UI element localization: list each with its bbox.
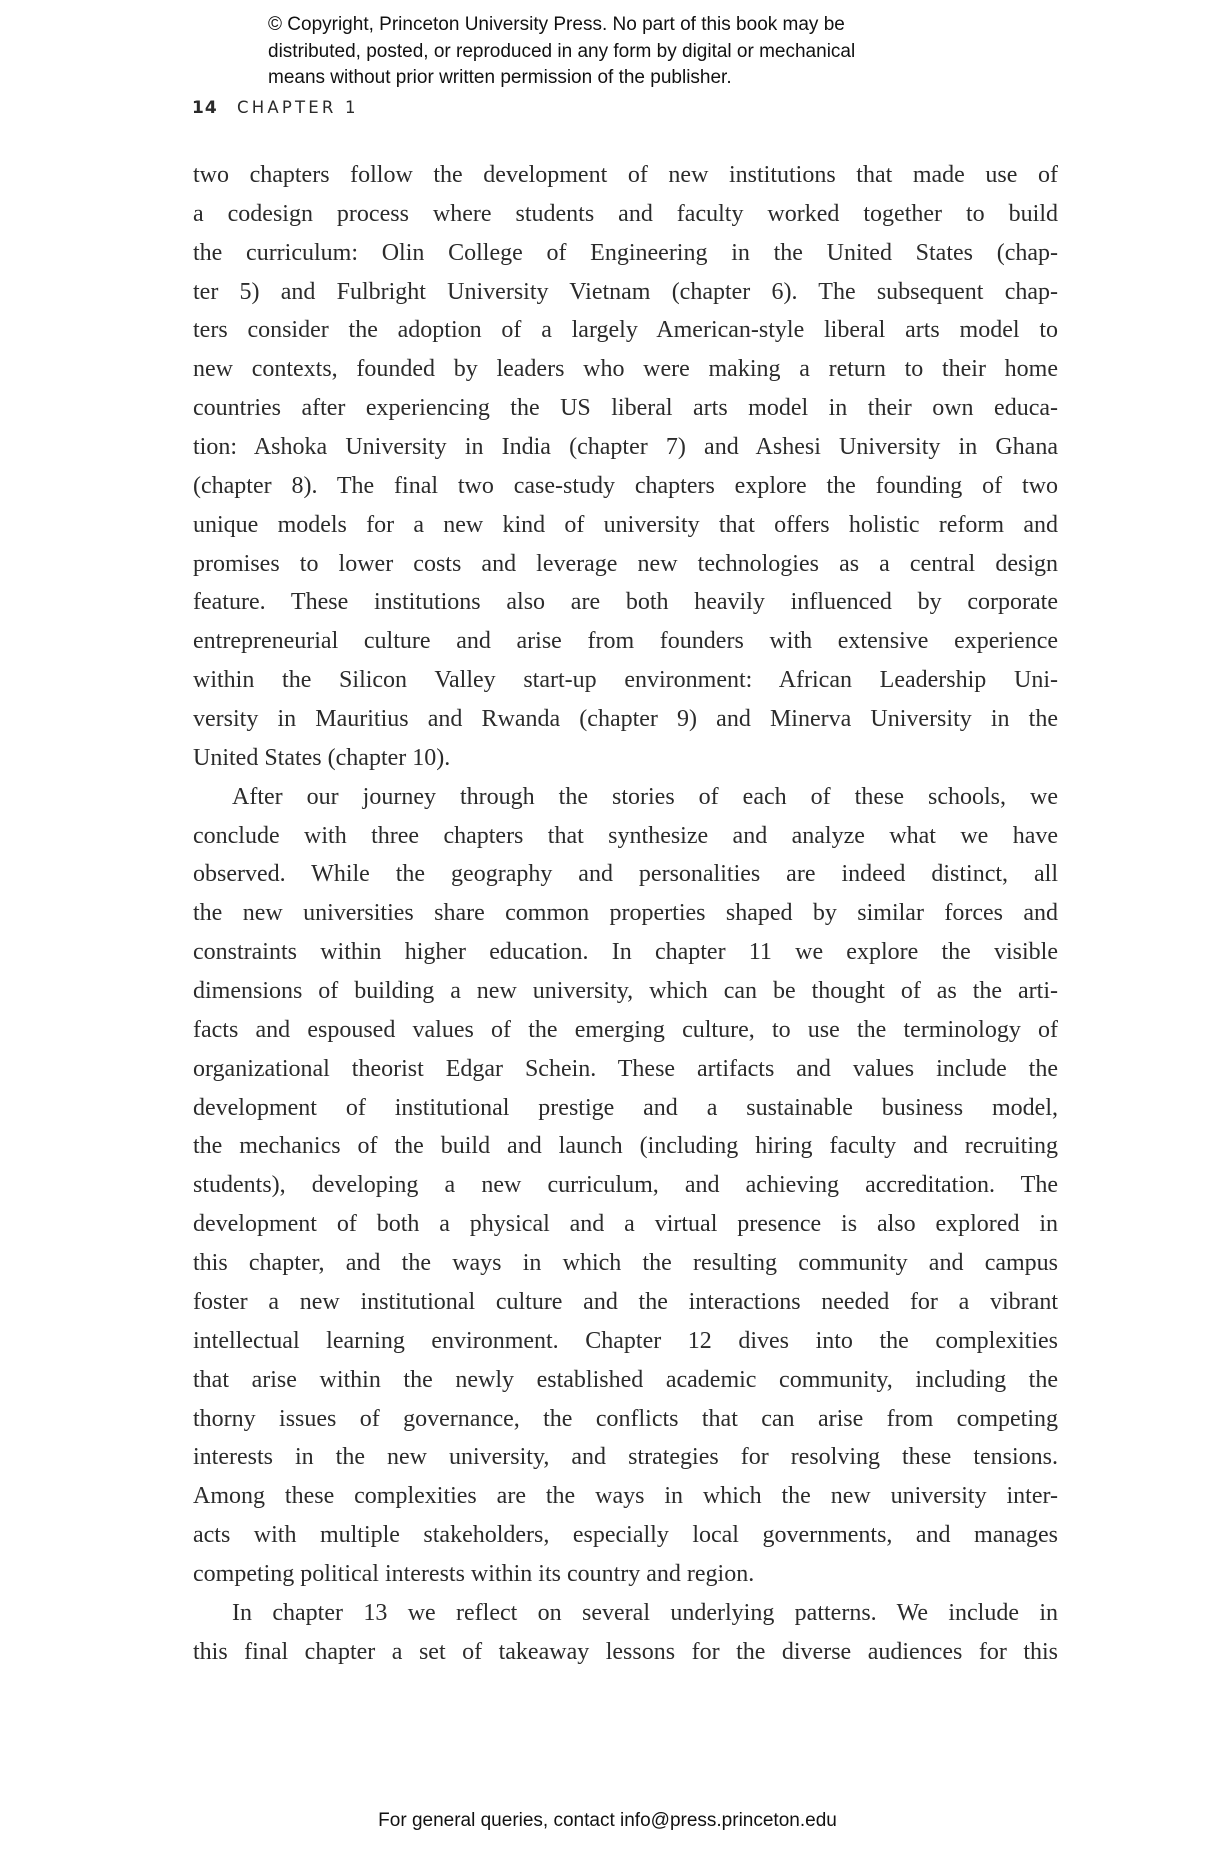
text-line: foster a new institutional culture and the interactions needed for a vibrant [193,1288,1058,1315]
text-line: Among these complexities are the ways in which the new university inter- [193,1483,1058,1510]
footer [0,1810,1225,1832]
text-line: In chapter 13 we reflect on several underlying patterns. We include in [232,1599,1058,1626]
text-line: new contexts, founded by leaders who were making a return to their home [193,356,1058,383]
text-line: the curriculum: Olin College of Engineering in the United States (chap- [193,239,1058,266]
paragraph-3 [193,1594,1058,1672]
text-line: intellectual learning environment. Chapter 12 dives into the complexities [193,1327,1058,1354]
body-text [193,156,1058,1672]
paragraph-2 [193,778,1058,1594]
text-line: facts and espoused values of the emerging culture, to use the terminology of [193,1016,1058,1043]
text-line: entrepreneurial culture and arise from founders with extensive experience [193,628,1058,655]
page-number: 14 [192,98,218,118]
text-line: United States (chapter 10). [193,744,451,771]
paragraph-1 [193,156,1058,778]
text-line: that arise within the newly established academic community, including the [193,1366,1058,1393]
text-line: interests in the new university, and strategies for resolving these tensions. [193,1444,1058,1471]
copyright-line: means without prior written permission of the publisher. [268,67,732,88]
text-line: ter 5) and Fulbright University Vietnam (chapter 6). The subsequent chap- [193,278,1058,305]
text-line: countries after experiencing the US liberal arts model in their own educa- [193,395,1058,422]
text-line: this chapter, and the ways in which the resulting community and campus [193,1250,1058,1277]
text-line: development of institutional prestige and a sustainable business model, [193,1094,1058,1121]
text-line: this final chapter a set of takeaway lessons for the diverse audiences for this [193,1638,1058,1665]
text-line: versity in Mauritius and Rwanda (chapter 9) and Minerva University in the [193,706,1058,733]
text-line: conclude with three chapters that synthesize and analyze what we have [193,822,1058,849]
text-line: ters consider the adoption of a largely American-style liberal arts model to [193,317,1058,344]
text-line: feature. These institutions also are both heavily influenced by corporate [193,589,1058,616]
text-line: observed. While the geography and personalities are indeed distinct, all [193,861,1058,888]
footer-contact-text: For general queries, contact info@press.princeton.edu [378,1810,837,1831]
text-line: tion: Ashoka University in India (chapter 7) and Ashesi University in Ghana [193,434,1058,461]
text-line: unique models for a new kind of university that offers holistic reform and [193,511,1058,538]
text-line: (chapter 8). The final two case-study chapters explore the founding of two [193,472,1058,499]
text-line: dimensions of building a new university, which can be thought of as the arti- [193,978,1058,1005]
text-line: competing political interests within its country and region. [193,1560,755,1587]
chapter-label: CHAPTER 1 [237,98,359,117]
text-line: the new universities share common properties shaped by similar forces and [193,900,1058,927]
text-line: a codesign process where students and faculty worked together to build [193,200,1058,227]
text-line: thorny issues of governance, the conflicts that can arise from competing [193,1405,1058,1432]
copyright-notice [268,12,988,92]
text-line: organizational theorist Edgar Schein. These artifacts and values include the [193,1055,1058,1082]
text-line: After our journey through the stories of each of these schools, we [232,783,1058,810]
text-line: acts with multiple stakeholders, especially local governments, and manages [193,1522,1058,1549]
text-line: two chapters follow the development of new institutions that made use of [193,162,1058,188]
text-line: constraints within higher education. In chapter 11 we explore the visible [193,939,1058,966]
copyright-line: © Copyright, Princeton University Press. No part of this book may be [268,14,845,35]
text-line: the mechanics of the build and launch (including hiring faculty and recruiting [193,1133,1058,1160]
text-line: promises to lower costs and leverage new technologies as a central design [193,550,1058,577]
copyright-line: distributed, posted, or reproduced in any form by digital or mechanical [268,40,856,62]
text-line: within the Silicon Valley start-up environment: African Leadership Uni- [193,667,1058,694]
text-line: development of both a physical and a virtual presence is also explored in [193,1211,1058,1238]
running-head [192,98,359,120]
text-line: students), developing a new curriculum, and achieving accreditation. The [193,1172,1058,1199]
